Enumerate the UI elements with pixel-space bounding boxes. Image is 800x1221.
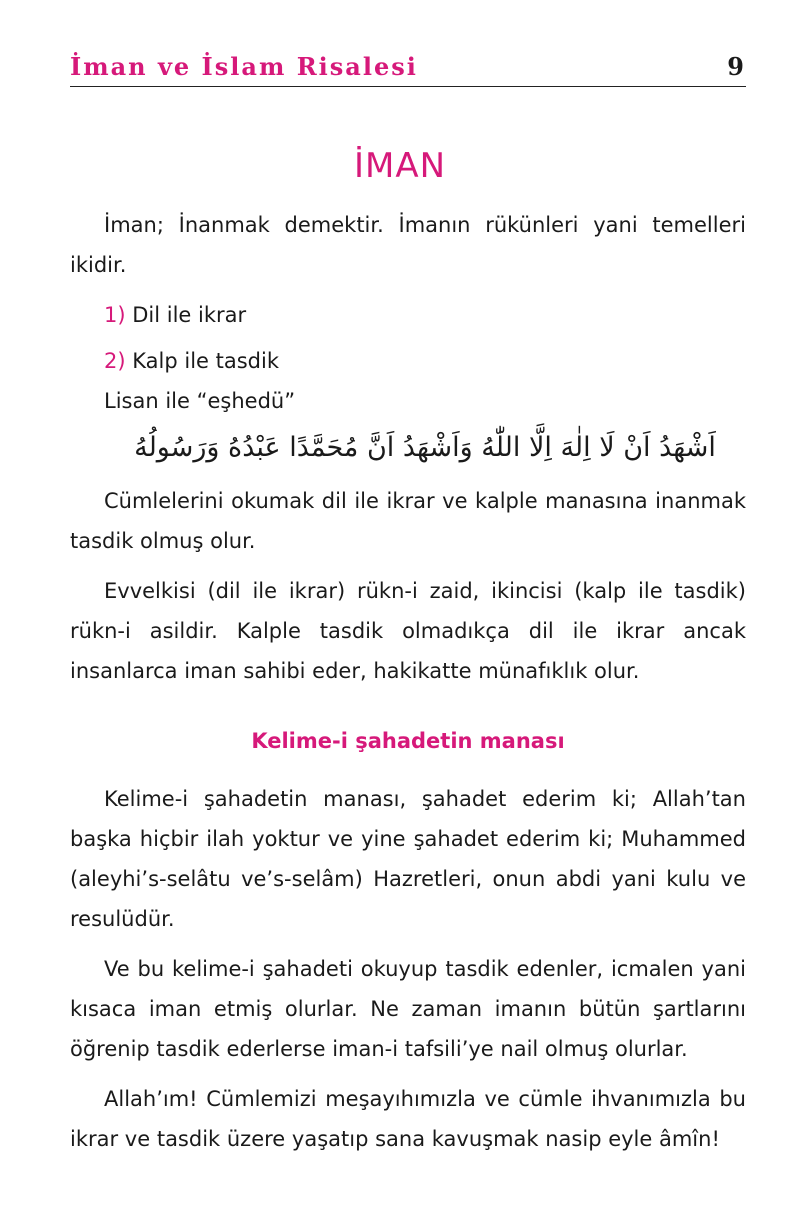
running-title: İman ve İslam Risalesi	[70, 52, 418, 81]
pillar-item-2	[70, 341, 746, 381]
paragraph-dua: Allah’ım! Cümlemizi meşayıhımızla ve cümle ihvanımızla bu ikrar ve tasdik üzere yaşatıp sana kavuşmak nasip eyle âmîn!	[70, 1087, 746, 1151]
pillar-item-1	[70, 295, 746, 335]
pillar-text: Kalp ile tasdik	[132, 349, 279, 373]
pillar-text: Dil ile ikrar	[132, 303, 247, 327]
lisan-line: Lisan ile “eşhedü”	[104, 389, 296, 413]
paragraph-evvelkisi: Evvelkisi (dil ile ikrar) rükn-i zaid, ikincisi (kalp ile tasdik) rükn-i asildir. Kalple tasdik olmadıkça dil ile ikrar ancak insanlarca iman sahibi eder, hakikatte münafıklık olur.	[70, 579, 746, 683]
intro-paragraph: İman; İnanmak demektir. İmanın rükünleri yani temelleri ikidir.	[70, 213, 746, 277]
chapter-title: İMAN	[353, 146, 447, 186]
page-number: 9	[727, 52, 744, 81]
pillar-number: 1)	[104, 303, 126, 327]
shahada-arabic: اَشْهَدُ اَنْ لَا اِلٰهَ اِلَّا اللّٰهُ وَاَشْهَدُ اَنَّ مُحَمَّدًا عَبْدُهُ وَرَسُولُهُ	[134, 432, 716, 463]
pillar-number: 2)	[104, 349, 126, 373]
page-header	[70, 52, 746, 87]
paragraph-ve-bu: Ve bu kelime-i şahadeti okuyup tasdik edenler, icmalen yani kısaca iman etmiş olurlar. Ne zaman imanın bütün şartlarını öğrenip tasdik ederlerse iman-i tafsili’ye nail olmuş olurlar.	[70, 957, 746, 1061]
paragraph-kelime: Kelime-i şahadetin manası, şahadet ederim ki; Allah’tan başka hiçbir ilah yoktur ve yine şahadet ederim ki; Muhammed (aleyhi’s-selâtu ve’s-selâm) Hazretleri, onun abdi yani kulu ve resulüdür.	[70, 787, 746, 931]
body-text	[70, 205, 746, 1159]
paragraph-cumlelerini: Cümlelerini okumak dil ile ikrar ve kalple manasına inanmak tasdik olmuş olur.	[70, 489, 746, 553]
section-heading: Kelime-i şahadetin manası	[251, 729, 565, 753]
